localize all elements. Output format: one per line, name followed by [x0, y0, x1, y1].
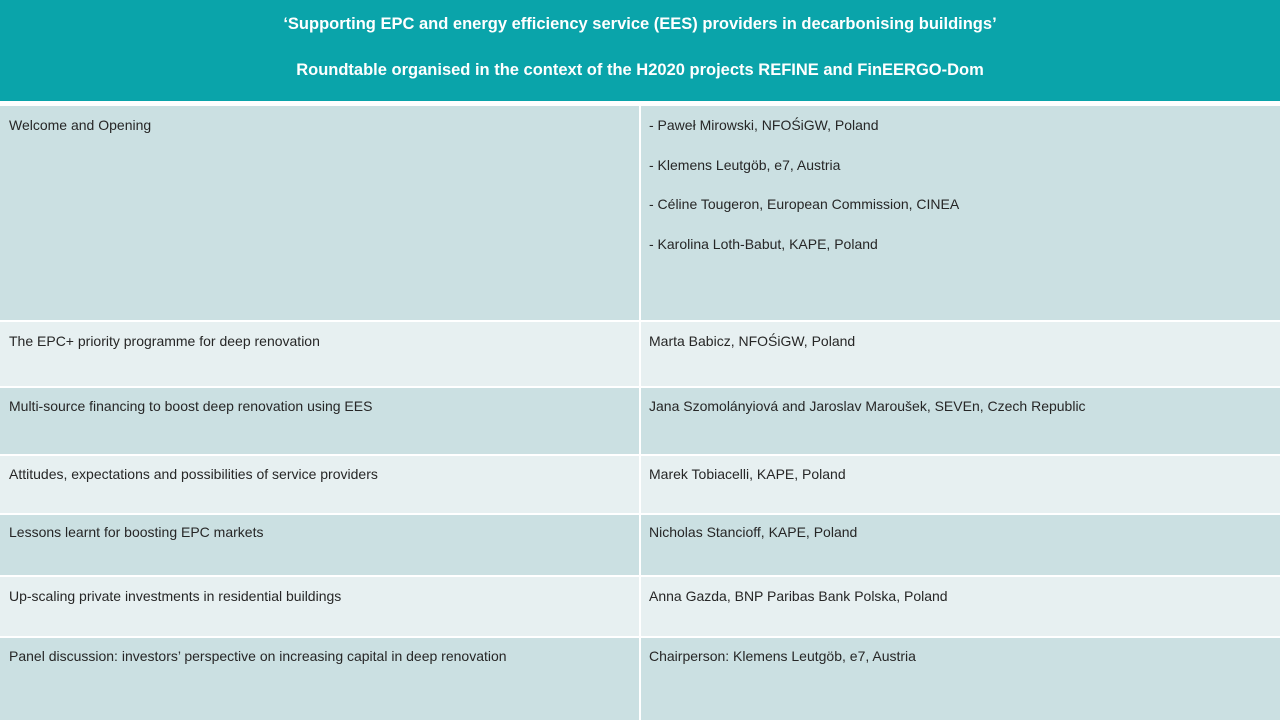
- session-cell: [0, 577, 640, 636]
- column-divider: [639, 106, 641, 720]
- session-title: Attitudes, expectations and possibilities of service providers: [9, 466, 378, 482]
- speaker-item: Anna Gazda, BNP Paribas Bank Polska, Poland: [649, 588, 948, 604]
- speaker-cell: [640, 515, 1280, 575]
- speaker-item: Marek Tobiacelli, KAPE, Poland: [649, 466, 846, 482]
- session-cell: [0, 388, 640, 454]
- session-title: Up-scaling private investments in residential buildings: [9, 588, 342, 604]
- slide-title: ‘Supporting EPC and energy efficiency service (EES) providers in decarbonising buildings’: [283, 15, 997, 33]
- session-cell: [0, 515, 640, 575]
- speaker-item: - Paweł Mirowski, NFOŚiGW, Poland: [649, 117, 879, 133]
- speaker-cell: [640, 456, 1280, 513]
- speaker-cell: [640, 322, 1280, 386]
- speaker-item: - Karolina Loth-Babut, KAPE, Poland: [649, 236, 878, 252]
- header-banner: [0, 0, 1280, 101]
- session-cell: [0, 322, 640, 386]
- speaker-cell: [640, 106, 1280, 320]
- speaker-item: - Klemens Leutgöb, e7, Austria: [649, 157, 841, 173]
- session-title: Welcome and Opening: [9, 117, 152, 133]
- speaker-item: Chairperson: Klemens Leutgöb, e7, Austria: [649, 648, 916, 664]
- session-cell: [0, 638, 640, 720]
- speaker-cell: [640, 577, 1280, 636]
- speaker-item: - Céline Tougeron, European Commission, CINEA: [649, 196, 960, 212]
- session-title: Multi-source financing to boost deep renovation using EES: [9, 398, 373, 414]
- session-cell: [0, 456, 640, 513]
- speaker-cell: [640, 638, 1280, 720]
- speaker-cell: [640, 388, 1280, 454]
- session-title: The EPC+ priority programme for deep renovation: [9, 333, 320, 349]
- speaker-item: Jana Szomolányiová and Jaroslav Maroušek, SEVEn, Czech Republic: [649, 398, 1086, 414]
- speaker-item: Nicholas Stancioff, KAPE, Poland: [649, 524, 858, 540]
- session-title: Panel discussion: investors’ perspective on increasing capital in deep renovation: [9, 648, 507, 664]
- session-title: Lessons learnt for boosting EPC markets: [9, 524, 264, 540]
- session-cell: [0, 106, 640, 320]
- slide-subtitle: Roundtable organised in the context of the H2020 projects REFINE and FinEERGO-Dom: [296, 61, 984, 79]
- speaker-item: Marta Babicz, NFOŚiGW, Poland: [649, 333, 856, 349]
